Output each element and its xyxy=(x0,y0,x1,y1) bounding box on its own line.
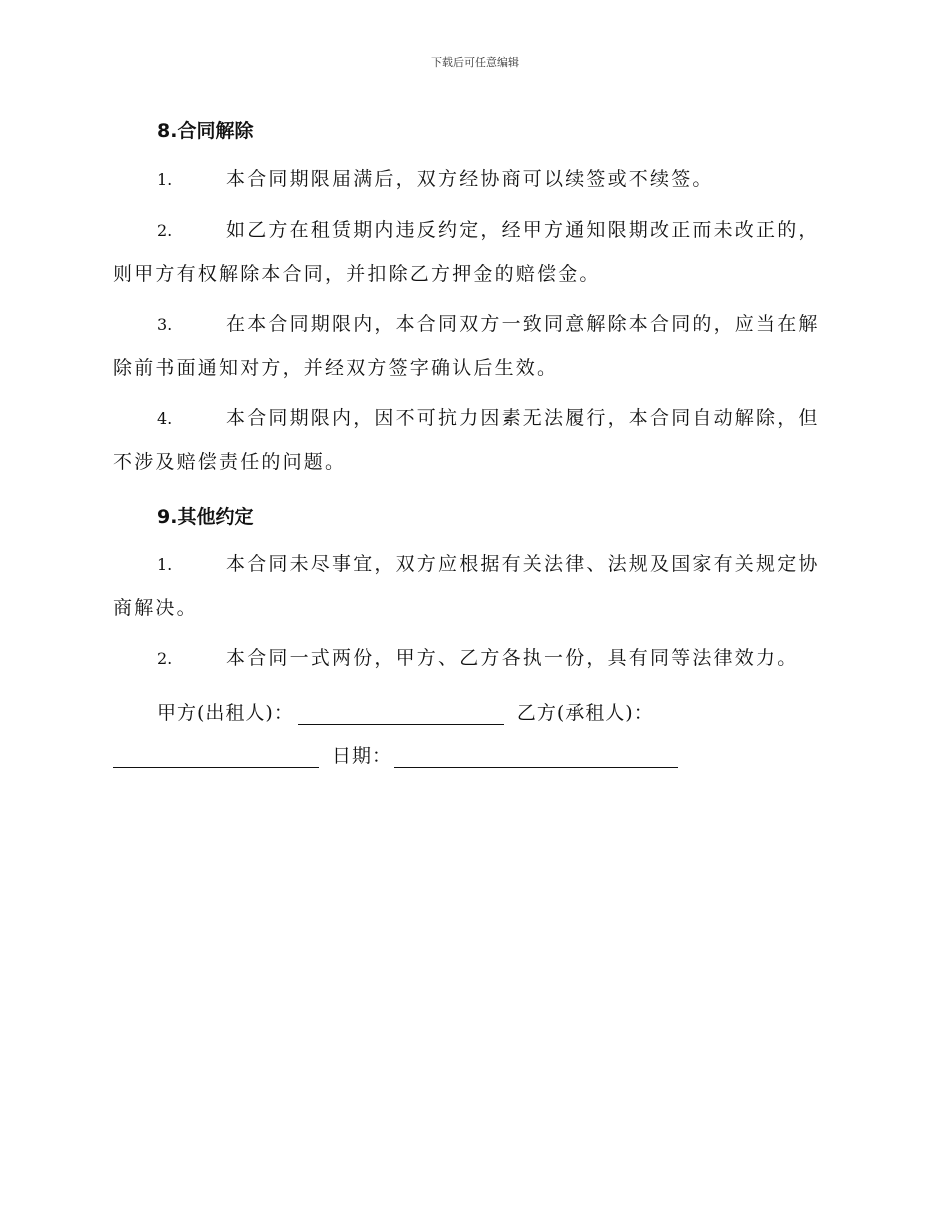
item-line: 则甲方有权解除本合同，并扣除乙方押金的赔偿金。 xyxy=(113,263,601,285)
item-line xyxy=(113,208,833,252)
item-line xyxy=(113,542,833,586)
section-8-item-2 xyxy=(113,208,833,296)
section-8-item-4 xyxy=(113,396,833,484)
item-line: 商解决。 xyxy=(113,597,198,619)
signature-row-1 xyxy=(157,698,654,725)
date-line xyxy=(394,747,678,768)
item-number: 1. xyxy=(157,555,173,574)
section-9-item-1 xyxy=(113,542,833,630)
party-a-label: 甲方(出租人)： xyxy=(157,702,294,724)
party-b-signature-line xyxy=(113,747,319,768)
item-number: 2. xyxy=(157,649,173,668)
section-9-item-2 xyxy=(113,636,833,680)
party-a-signature-line xyxy=(298,704,504,725)
item-text: 本合同未尽事宜，双方应根据有关法律、法规及国家有关规定协 xyxy=(226,553,820,575)
item-line: 不涉及赔偿责任的问题。 xyxy=(113,451,347,473)
section-8-item-3 xyxy=(113,302,833,390)
section-8-item-1 xyxy=(113,157,833,201)
section-9-title: 9.其他约定 xyxy=(157,506,254,528)
party-b-label: 乙方(承租人)： xyxy=(516,702,654,724)
section-8-title: 8.合同解除 xyxy=(157,120,254,142)
item-line xyxy=(113,302,833,346)
item-text: 如乙方在租赁期内违反约定，经甲方通知限期改正而未改正的， xyxy=(226,219,820,241)
header-note: 下载后可任意编辑 xyxy=(431,56,519,69)
item-line xyxy=(113,636,833,680)
item-text: 本合同期限届满后，双方经协商可以续签或不续签。 xyxy=(226,168,714,190)
item-number: 3. xyxy=(157,315,173,334)
item-line xyxy=(113,396,833,440)
item-number: 2. xyxy=(157,221,173,240)
date-label: 日期： xyxy=(332,745,393,767)
item-text: 在本合同期限内，本合同双方一致同意解除本合同的，应当在解 xyxy=(226,313,820,335)
item-line: 除前书面通知对方，并经双方签字确认后生效。 xyxy=(113,357,559,379)
signature-row-2 xyxy=(113,741,678,768)
item-number: 1. xyxy=(157,170,173,189)
item-text: 本合同一式两份，甲方、乙方各执一份，具有同等法律效力。 xyxy=(226,647,799,669)
item-line xyxy=(113,157,833,201)
item-text: 本合同期限内，因不可抗力因素无法履行，本合同自动解除，但 xyxy=(226,407,820,429)
item-number: 4. xyxy=(157,409,173,428)
